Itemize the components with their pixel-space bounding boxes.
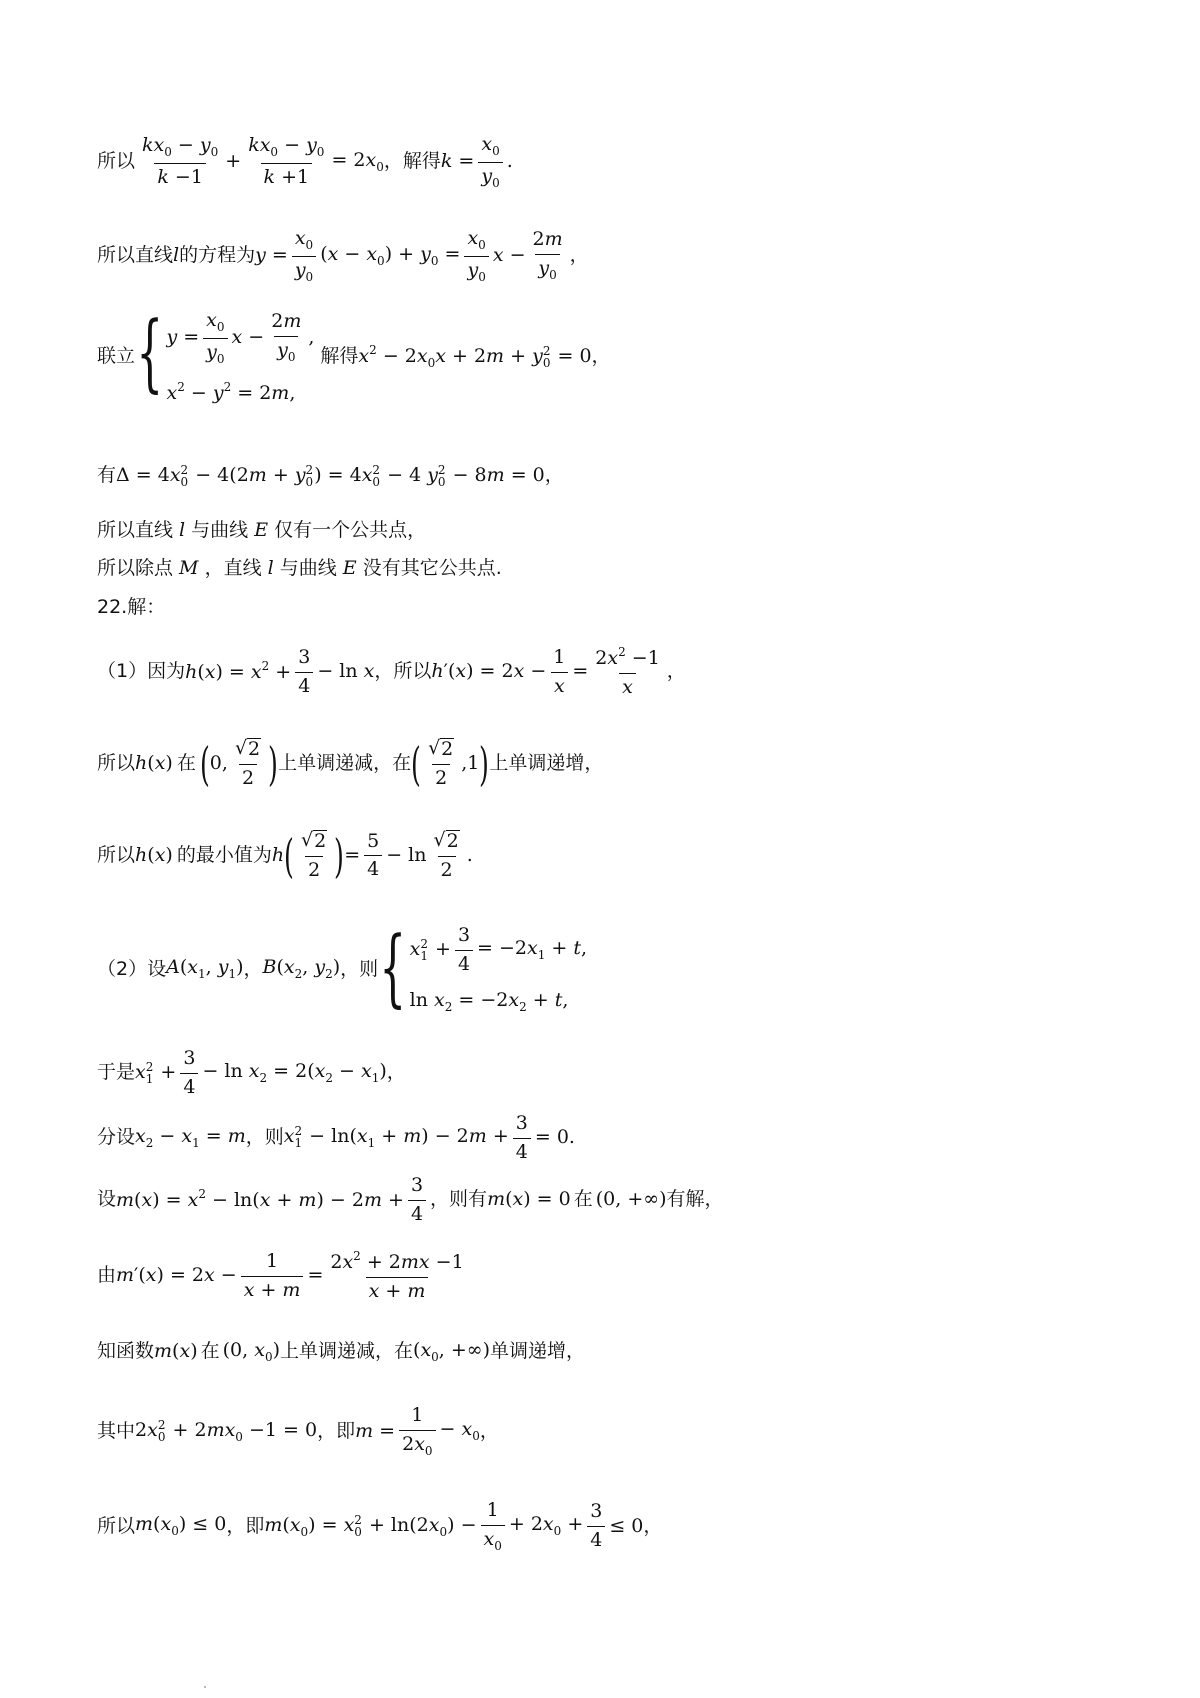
fraction: $\frac{1}{x}$ <box>550 647 568 698</box>
text: 所以除点 <box>97 557 174 579</box>
text: ，即 <box>317 1419 356 1442</box>
line-9: 所以 h(x) 在 ( 0, √ 2 2 ) 上单调递减，在 ( √ 2 2 ,1 ) 上单调递增， <box>97 736 604 791</box>
text: ， <box>643 1514 663 1537</box>
equation-system: { x 2 1 + $\frac{3}{4}$ = $-2x_1 + t$, $\ln x_2 = -2x_2 + t$, <box>379 918 588 1016</box>
fraction: $\frac{2m}{y_0}$ <box>532 228 563 283</box>
text: ， <box>386 1061 406 1084</box>
text: 的方程为 <box>179 244 256 267</box>
text: ，解得 <box>383 150 441 173</box>
text: 分设 <box>97 1126 136 1149</box>
text: 所以 <box>97 751 136 774</box>
text: 解得 <box>320 345 359 368</box>
line-15: 由 m′(x) = 2x − $\frac{1}{x + m}$ = $\frac{2x^2 + 2mx -1}{x + m}$ <box>97 1250 471 1303</box>
fraction: $\frac{3}{4}$ <box>295 647 313 698</box>
text: 设 <box>97 1188 117 1211</box>
fraction: √ 2 2 <box>301 829 327 881</box>
fraction: $\frac{2x^2 + 2mx -1}{x + m}$ <box>330 1249 464 1302</box>
line-18: 所以 $m(x_0) \le 0$ ，即 $m(x_0) = x$ 2 0 + $\ln(2x_0)$ − $\frac{1}{x_0}$ + $2x_0$ + $\frac{3}{4}$ ≤ 0 ， <box>97 1499 663 1553</box>
fraction: $\frac{3}{4}$ <box>408 1175 426 1226</box>
section-heading: 22.解： <box>97 596 166 618</box>
text: 所以直线 <box>97 244 174 267</box>
text: ， <box>666 660 686 683</box>
text: 有解， <box>666 1188 724 1211</box>
fraction: $\frac{1}{2x_0}$ <box>399 1405 435 1459</box>
text: 其中 <box>97 1419 136 1442</box>
text: ， <box>569 244 589 267</box>
line-1: 所以 $\frac{kx_0 - y_0}{k -1}$ + $\frac{kx_0 - y_0}{k +1}$ = $2x_0$ ，解得 k = $\frac{x_0}{y_0}$ . <box>97 133 513 190</box>
fraction: $\frac{x_0}{y_0}$ <box>478 134 502 191</box>
line-8: （1）因为 $h(x) = x^2$ + $\frac{3}{4}$ − ln x ，所以 h′(x) = 2x − $\frac{1}{x}$ = $\frac{2x^2 -1}{x}$ ， <box>97 645 686 698</box>
fraction: $\frac{3}{4}$ <box>513 1113 531 1164</box>
fraction: $\frac{1}{x + m}$ <box>241 1251 304 1302</box>
text: ， <box>591 345 611 368</box>
text: 上单调递减，在 <box>278 751 412 774</box>
text: ， <box>544 464 564 487</box>
text: 上单调递减，在 <box>280 1340 414 1363</box>
fraction: $\frac{1}{x_0}$ <box>481 1500 505 1554</box>
fraction: $\frac{x_0}{y_0}$ <box>292 228 316 285</box>
line-17: 其中 2x 2 0 + $2mx_0 -1 = 0$ ，即 m = $\frac{1}{2x_0}$ − $x_0$ ， <box>97 1404 499 1458</box>
fraction: √ 2 2 <box>428 737 454 789</box>
fraction: √ 2 2 <box>234 737 261 789</box>
text: ，则有 <box>430 1188 488 1211</box>
text: 联立 <box>97 345 136 368</box>
text: ，所以 <box>374 660 432 683</box>
line-16: 知函数 m(x) 在 (0, $x_0$) 上单调递减，在 ($x_0$, +∞) 单调递增， <box>97 1339 586 1364</box>
line-7 <box>97 597 165 619</box>
text: ， <box>479 1419 499 1442</box>
line-2: 所以直线 l 的方程为 y = $\frac{x_0}{y_0}$ $(x - x_0) + y_0$ = $\frac{x_0}{y_0}$ x − $\frac{2m}{y_0}$ ， <box>97 227 589 284</box>
text: 所以直线 <box>97 519 174 541</box>
line-6: 所以除点 M ，直线 l 与曲线 E 没有其它公共点. <box>97 557 502 579</box>
text: 有 <box>97 464 117 487</box>
text: . <box>568 1126 575 1149</box>
text: ，直线 <box>204 557 262 579</box>
text: ，则 <box>245 1126 284 1149</box>
fraction: $\frac{5}{4}$ <box>364 831 382 882</box>
text: 于是 <box>97 1061 136 1084</box>
line-4: 有 Δ = 4x 2 0 − 4(2m + y 2 0 ) = 4x 2 0 − 4 y 2 0 − 8m = 0 ， <box>97 463 564 489</box>
text: 与曲线 <box>191 519 249 541</box>
text: . <box>506 150 513 173</box>
text: 仅有一个公共点， <box>274 519 427 541</box>
equation-system: { y = $\frac{x_0}{y_0}$ x − $\frac{2m}{y_0}$ , $x^2 - y^2 = 2m$, <box>136 303 315 404</box>
text: （2）设 <box>97 957 167 980</box>
fraction: $\frac{3}{4}$ <box>180 1048 198 1099</box>
text: ，则 <box>340 957 379 980</box>
text: 单调递增， <box>490 1340 586 1363</box>
fraction: $\frac{kx_0 - y_0}{k +1}$ <box>248 134 325 189</box>
fraction: $\frac{x_0}{y_0}$ <box>464 228 488 285</box>
text: （1）因为 <box>97 660 186 683</box>
text: 上单调递增， <box>489 751 604 774</box>
text: ，即 <box>226 1514 265 1537</box>
text: 没有其它公共点. <box>362 557 502 579</box>
line-11: （2）设 $A(x_1$, $y_1$) ， $B(x_2$, $y_2$) ，则 { x 2 1 + $\frac{3}{4}$ = $-2x_1 + t$, $\ln x_2 = -2x_2 + t$, <box>97 918 588 1016</box>
text: 所以 <box>97 843 136 866</box>
text: 由 <box>97 1264 117 1287</box>
text: 所以 <box>97 1514 136 1537</box>
fraction: $\frac{3}{4}$ <box>587 1501 605 1552</box>
text: 所以 <box>97 150 136 173</box>
footer-mark <box>204 1686 206 1688</box>
line-12: 于是 x 2 1 + $\frac{3}{4}$ − $\ln x_2 = 2(x_2 - x_1)$ ， <box>97 1047 406 1098</box>
text: 在 <box>200 1340 220 1363</box>
fraction: $\frac{kx_0 - y_0}{k -1}$ <box>142 134 219 189</box>
text: . <box>466 843 473 866</box>
text: 在 <box>176 751 196 774</box>
text: 在 <box>573 1188 593 1211</box>
text: ， <box>243 957 263 980</box>
text: 知函数 <box>97 1340 155 1363</box>
text: 的最小值为 <box>176 843 272 866</box>
line-5: 所以直线 l 与曲线 E 仅有一个公共点， <box>97 519 427 541</box>
fraction: √ 2 2 <box>433 829 459 881</box>
line-14: 设 $m(x) = x^2 - \ln(x + m) - 2m$ + $\frac{3}{4}$ ，则有 m(x) = 0 在 (0, +∞) 有解， <box>97 1174 724 1225</box>
line-3: 联立 { y = $\frac{x_0}{y_0}$ x − $\frac{2m}{y_0}$ , $x^2 - y^2 = 2m$, 解得 $x^2 - 2x_0x + 2m + y$ 2 0 = 0 ， <box>97 303 611 404</box>
text: 与曲线 <box>279 557 337 579</box>
fraction: $\frac{2x^2 -1}{x}$ <box>595 645 660 698</box>
line-10: 所以 h(x) 的最小值为 h ( √ 2 2 ) = $\frac{5}{4}$ − ln √ 2 2 . <box>97 828 473 883</box>
line-13: 分设 $x_2 - x_1 = m$ ，则 x 2 1 − $\ln(x_1 + m) - 2m$ + $\frac{3}{4}$ = 0 . <box>97 1112 575 1163</box>
